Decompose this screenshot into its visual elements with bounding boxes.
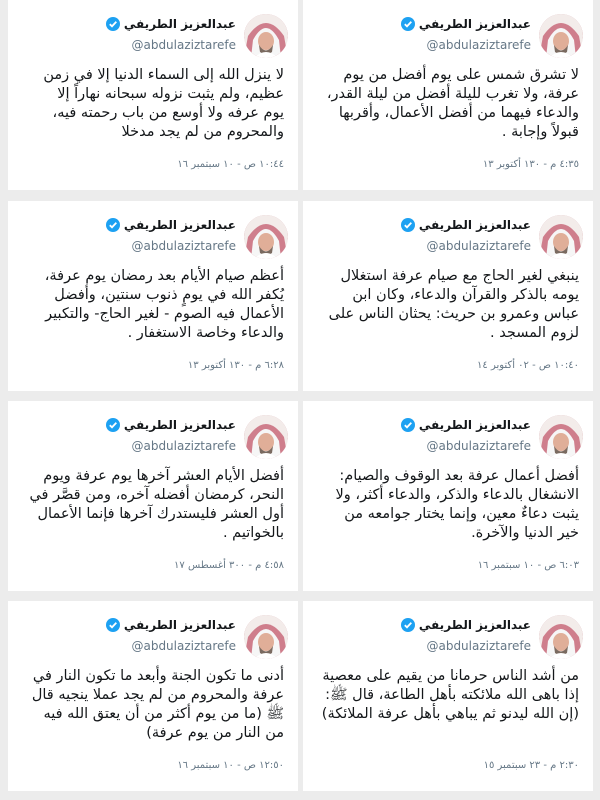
author-handle[interactable]: @abdulaziztarefe [131,38,236,52]
tweet-card[interactable] [303,601,593,791]
tweet-card[interactable] [8,0,298,190]
author-name[interactable]: عبدالعزيز الطريفي [123,218,236,232]
author-name[interactable]: عبدالعزيز الطريفي [123,17,236,31]
tweet-timestamp[interactable]: ٢:٣٠ م - ٢٣ سبتمبر ١٥ [483,760,579,771]
tweet-timestamp[interactable]: ١٠:٤٠ ص - ٠٢ أكتوبر ١٤ [477,360,579,371]
avatar[interactable] [244,615,288,659]
verified-icon [106,418,120,432]
tweet-header [311,14,587,62]
author-handle[interactable]: @abdulaziztarefe [426,38,531,52]
tweet-header [16,215,292,263]
tweet-timestamp[interactable]: ٤:٣٥ م - ١٣٠ أكتوبر ١٣ [482,159,579,170]
author-handle[interactable]: @abdulaziztarefe [131,639,236,653]
tweet-header [16,615,292,663]
tweet-card[interactable] [8,401,298,591]
tweet-header [311,615,587,663]
author-name[interactable]: عبدالعزيز الطريفي [418,618,531,632]
avatar[interactable] [539,215,583,259]
tweet-text: لا ينزل الله إلى السماء الدنيا إلا في زمن عظيم، ولم يثبت نزوله سبحانه نهاراً إلا يوم عرفه ولا أوسع من باب رحمته فيه، والمحروم من لم يجد مدخلا [43,67,284,140]
verified-icon [106,618,120,632]
tweet-card[interactable] [303,401,593,591]
tweet-card[interactable] [303,201,593,391]
avatar[interactable] [244,14,288,58]
verified-icon [401,17,415,31]
tweet-card[interactable] [8,601,298,791]
avatar[interactable] [244,215,288,259]
author-name[interactable]: عبدالعزيز الطريفي [418,218,531,232]
tweet-header [16,415,292,463]
avatar[interactable] [539,14,583,58]
tweet-timestamp[interactable]: ٦:٠٣ ص - ١٠ سبتمبر ١٦ [477,560,579,571]
verified-icon [401,618,415,632]
tweet-text: أفضل الأيام العشر آخرها يوم عرفة ويوم النحر، كرمضان أفضله آخره، ومن قصَّر في أول العشر فليستدرك آخرها فإنما الأعمال بالخواتيم . [29,468,284,541]
tweet-text: أعظم صيام الأيام بعد رمضان يوم عرفة، يُكفر الله في يومٍ ذنوب سنتين، وأفضل الأعمال فيه الصوم - لغير الحاج- والتكبير والدعاء وخاصة الاستغفار . [44,268,284,341]
tweet-timestamp[interactable]: ٦:٢٨ م - ١٣٠ أكتوبر ١٣ [187,360,284,371]
author-handle[interactable]: @abdulaziztarefe [426,439,531,453]
verified-icon [401,218,415,232]
tweet-timestamp[interactable]: ١٢:٥٠ ص - ١٠ سبتمبر ١٦ [177,760,284,771]
author-handle[interactable]: @abdulaziztarefe [131,439,236,453]
author-name[interactable]: عبدالعزيز الطريفي [418,418,531,432]
tweet-text: لا تشرق شمس على يوم أفضل من يوم عرفة، ولا تغرب لليلة أفضل من ليلة القدر، والدعاء فيهما من أفضل الأعمال، وأقربها قبولاً وإجابة . [326,67,579,140]
author-handle[interactable]: @abdulaziztarefe [131,239,236,253]
tweet-card[interactable] [8,201,298,391]
tweet-card[interactable] [303,0,593,190]
verified-icon [401,418,415,432]
tweet-header [311,215,587,263]
author-name[interactable]: عبدالعزيز الطريفي [418,17,531,31]
tweet-text: أفضل أعمال عرفة بعد الوقوف والصيام: الانشغال بالدعاء والذكر، والدعاء أكثر، ولا يثبت دعاءٌ معين، وإنما يختار جوامعه من خير الدنيا والآخرة. [335,468,579,541]
author-handle[interactable]: @abdulaziztarefe [426,239,531,253]
verified-icon [106,218,120,232]
tweet-text: من أشد الناس حرمانا من يقيم على معصية إذا باهى الله ملائكته بأهل الطاعة، قال ﷺ: (إن الله ليدنو ثم يباهي بأهل عرفة الملائكة) [321,668,579,722]
tweet-header [16,14,292,62]
avatar[interactable] [539,415,583,459]
tweet-text: ينبغي لغير الحاج مع صيام عرفة استغلال يومه بالذكر والقرآن والدعاء، وكان ابن عباس وعمرو بن حريث: يحثان الناس على لزوم المسجد . [328,268,579,341]
tweet-timestamp[interactable]: ١٠:٤٤ ص - ١٠ سبتمبر ١٦ [177,159,284,170]
author-handle[interactable]: @abdulaziztarefe [426,639,531,653]
avatar[interactable] [244,415,288,459]
tweet-text: أدنى ما تكون الجنة وأبعد ما تكون النار في عرفة والمحروم من لم يجد عملا ينجيه قال ﷺ (ما من يوم أكثر من أن يعتق الله فيه من النار من يوم عرفة) [31,668,284,741]
avatar[interactable] [539,615,583,659]
verified-icon [106,17,120,31]
tweet-timestamp[interactable]: ٤:٥٨ م - ٣٠٠ أغسطس ١٧ [174,560,284,571]
author-name[interactable]: عبدالعزيز الطريفي [123,418,236,432]
tweet-header [311,415,587,463]
author-name[interactable]: عبدالعزيز الطريفي [123,618,236,632]
